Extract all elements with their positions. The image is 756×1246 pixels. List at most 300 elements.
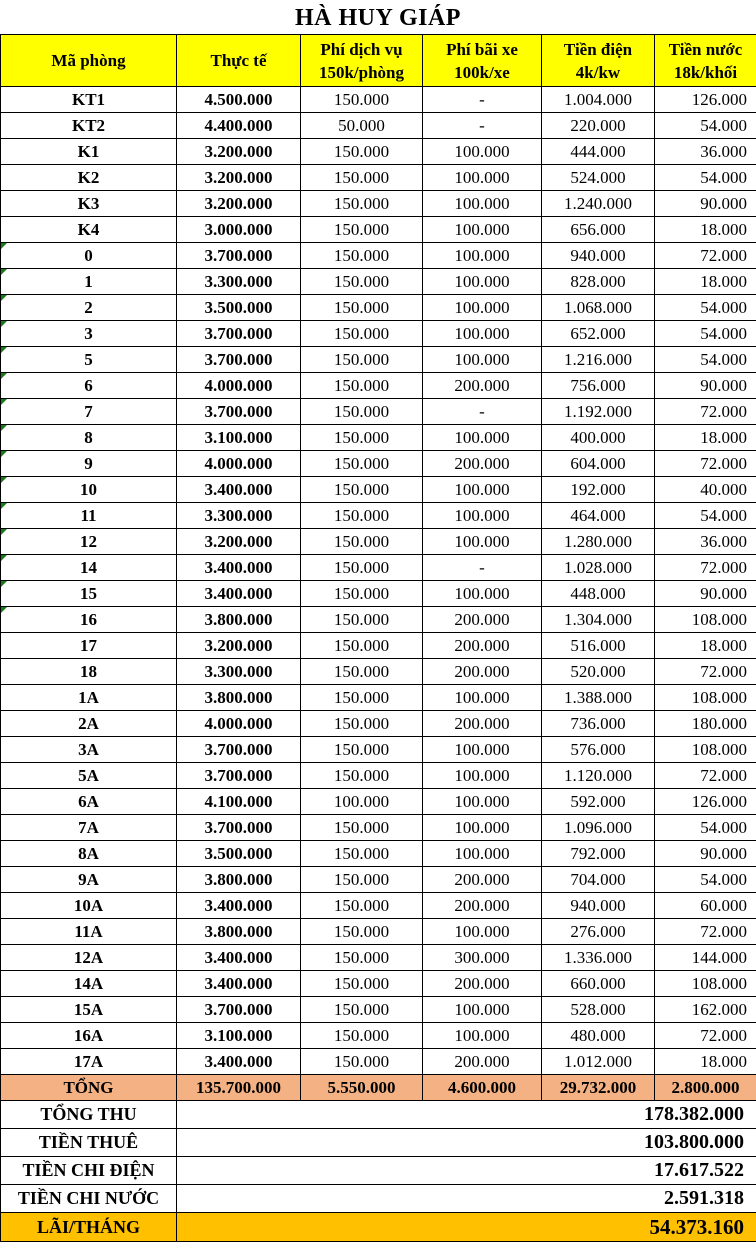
actual-rent-cell[interactable]: [177, 191, 301, 217]
service-fee-cell[interactable]: [301, 685, 423, 711]
water-cell[interactable]: [655, 581, 756, 607]
room-code-cell[interactable]: [1, 763, 177, 789]
water-cell[interactable]: [655, 919, 756, 945]
actual-rent-cell[interactable]: [177, 971, 301, 997]
cell-text: 3.100.000: [204, 1025, 273, 1045]
room-code-cell[interactable]: [1, 971, 177, 997]
water-cell[interactable]: [655, 217, 756, 243]
parking-fee-cell[interactable]: [423, 347, 542, 373]
cell-note-indicator-icon: [1, 555, 7, 561]
cell-text: 150.000: [333, 271, 390, 291]
actual-rent-cell[interactable]: [177, 867, 301, 893]
total-service-fee[interactable]: 5.550.000: [301, 1075, 423, 1101]
actual-rent-cell[interactable]: [177, 919, 301, 945]
room-code-cell[interactable]: [1, 321, 177, 347]
electricity-cell[interactable]: [542, 607, 655, 633]
actual-rent-cell[interactable]: [177, 607, 301, 633]
cell-text: 150.000: [333, 817, 390, 837]
summary-value[interactable]: 17.617.522: [177, 1157, 756, 1185]
service-fee-cell[interactable]: [301, 1049, 423, 1075]
room-code-cell[interactable]: [1, 87, 177, 113]
water-cell[interactable]: [655, 659, 756, 685]
parking-fee-cell[interactable]: [423, 425, 542, 451]
water-cell[interactable]: [655, 815, 756, 841]
service-fee-cell[interactable]: [301, 867, 423, 893]
room-code-cell[interactable]: [1, 685, 177, 711]
cell-text: 8: [84, 427, 93, 447]
actual-rent-cell[interactable]: [177, 477, 301, 503]
room-code-cell[interactable]: [1, 373, 177, 399]
actual-rent-cell[interactable]: [177, 581, 301, 607]
actual-rent-cell[interactable]: [177, 347, 301, 373]
cell-note-indicator-icon: [1, 373, 7, 379]
water-cell[interactable]: [655, 867, 756, 893]
summary-row-total-income: [1, 1101, 756, 1129]
total-label[interactable]: TỔNG: [1, 1075, 177, 1101]
water-cell[interactable]: [655, 139, 756, 165]
parking-fee-cell[interactable]: [423, 841, 542, 867]
cell-text: 72.000: [700, 557, 747, 577]
cell-text: 276.000: [570, 921, 626, 941]
electricity-cell[interactable]: [542, 529, 655, 555]
electricity-cell[interactable]: [542, 685, 655, 711]
parking-fee-cell[interactable]: [423, 867, 542, 893]
water-cell[interactable]: [655, 451, 756, 477]
cell-text: 520.000: [570, 661, 626, 681]
parking-fee-cell[interactable]: [423, 685, 542, 711]
service-fee-cell[interactable]: [301, 945, 423, 971]
actual-rent-cell[interactable]: [177, 737, 301, 763]
service-fee-cell[interactable]: [301, 893, 423, 919]
water-cell[interactable]: [655, 893, 756, 919]
room-code-cell[interactable]: [1, 815, 177, 841]
parking-fee-cell[interactable]: [423, 139, 542, 165]
parking-fee-cell[interactable]: [423, 1049, 542, 1075]
electricity-cell[interactable]: [542, 815, 655, 841]
parking-fee-cell[interactable]: [423, 555, 542, 581]
parking-fee-cell[interactable]: [423, 919, 542, 945]
cell-text: 3.500.000: [204, 297, 273, 317]
parking-fee-cell[interactable]: [423, 165, 542, 191]
electricity-cell[interactable]: [542, 1049, 655, 1075]
electricity-cell[interactable]: [542, 451, 655, 477]
water-cell[interactable]: [655, 737, 756, 763]
water-cell[interactable]: [655, 997, 756, 1023]
water-cell[interactable]: [655, 633, 756, 659]
profit-label[interactable]: LÃI/THÁNG: [1, 1213, 177, 1242]
parking-fee-cell[interactable]: [423, 893, 542, 919]
total-electricity[interactable]: 29.732.000: [542, 1075, 655, 1101]
service-fee-cell[interactable]: [301, 113, 423, 139]
actual-rent-cell[interactable]: [177, 555, 301, 581]
room-code-cell[interactable]: [1, 607, 177, 633]
actual-rent-cell[interactable]: [177, 165, 301, 191]
cell-text: 150.000: [333, 557, 390, 577]
cell-text: 3.200.000: [204, 141, 273, 161]
service-fee-cell[interactable]: [301, 1023, 423, 1049]
water-cell[interactable]: [655, 685, 756, 711]
water-cell[interactable]: [655, 321, 756, 347]
total-parking-fee[interactable]: 4.600.000: [423, 1075, 542, 1101]
parking-fee-cell[interactable]: [423, 633, 542, 659]
service-fee-cell[interactable]: [301, 815, 423, 841]
actual-rent-cell[interactable]: [177, 529, 301, 555]
service-fee-cell[interactable]: [301, 477, 423, 503]
cell-text: 150.000: [333, 687, 390, 707]
room-code-cell[interactable]: [1, 659, 177, 685]
cell-text: 126.000: [691, 89, 747, 109]
parking-fee-cell[interactable]: [423, 373, 542, 399]
water-cell[interactable]: [655, 165, 756, 191]
room-code-cell[interactable]: [1, 451, 177, 477]
room-code-cell[interactable]: [1, 789, 177, 815]
parking-fee-cell[interactable]: [423, 113, 542, 139]
room-code-cell[interactable]: [1, 347, 177, 373]
actual-rent-cell[interactable]: [177, 87, 301, 113]
parking-fee-cell[interactable]: [423, 581, 542, 607]
room-code-cell[interactable]: [1, 581, 177, 607]
header-parking-fee[interactable]: Phí bãi xe 100k/xe: [423, 35, 542, 87]
cell-text: 736.000: [570, 713, 626, 733]
cell-text: 54.000: [700, 349, 747, 369]
water-cell[interactable]: [655, 373, 756, 399]
electricity-cell[interactable]: [542, 1023, 655, 1049]
electricity-cell[interactable]: [542, 789, 655, 815]
water-cell[interactable]: [655, 295, 756, 321]
water-cell[interactable]: [655, 87, 756, 113]
electricity-cell[interactable]: [542, 737, 655, 763]
parking-fee-cell[interactable]: [423, 191, 542, 217]
cell-text: 150.000: [333, 765, 390, 785]
room-code-cell[interactable]: [1, 1023, 177, 1049]
electricity-cell[interactable]: [542, 555, 655, 581]
service-fee-cell[interactable]: [301, 607, 423, 633]
actual-rent-cell[interactable]: [177, 217, 301, 243]
actual-rent-cell[interactable]: [177, 113, 301, 139]
service-fee-cell[interactable]: [301, 321, 423, 347]
actual-rent-cell[interactable]: [177, 243, 301, 269]
parking-fee-cell[interactable]: [423, 529, 542, 555]
electricity-cell[interactable]: [542, 997, 655, 1023]
cell-text: 200.000: [454, 453, 510, 473]
summary-value[interactable]: 2.591.318: [177, 1185, 756, 1213]
cell-text: 18.000: [700, 219, 747, 239]
electricity-cell[interactable]: [542, 945, 655, 971]
parking-fee-cell[interactable]: [423, 971, 542, 997]
room-code-cell[interactable]: [1, 243, 177, 269]
room-code-cell[interactable]: [1, 893, 177, 919]
electricity-cell[interactable]: [542, 971, 655, 997]
cell-text: 1: [84, 271, 93, 291]
service-fee-cell[interactable]: [301, 87, 423, 113]
parking-fee-cell[interactable]: [423, 217, 542, 243]
service-fee-cell[interactable]: [301, 139, 423, 165]
summary-label[interactable]: TIỀN CHI NƯỚC: [1, 1185, 177, 1213]
electricity-cell[interactable]: [542, 659, 655, 685]
parking-fee-cell[interactable]: [423, 451, 542, 477]
water-cell[interactable]: [655, 711, 756, 737]
service-fee-cell[interactable]: [301, 503, 423, 529]
actual-rent-cell[interactable]: [177, 139, 301, 165]
electricity-cell[interactable]: [542, 191, 655, 217]
electricity-cell[interactable]: [542, 425, 655, 451]
electricity-cell[interactable]: [542, 893, 655, 919]
header-service-fee[interactable]: Phí dịch vụ 150k/phòng: [301, 35, 423, 87]
cell-text: 192.000: [570, 479, 626, 499]
table-row: [1, 321, 756, 347]
actual-rent-cell[interactable]: [177, 633, 301, 659]
service-fee-cell[interactable]: [301, 971, 423, 997]
electricity-cell[interactable]: [542, 347, 655, 373]
electricity-cell[interactable]: [542, 841, 655, 867]
room-code-cell[interactable]: [1, 139, 177, 165]
room-code-cell[interactable]: [1, 191, 177, 217]
cell-text: 4.100.000: [204, 791, 273, 811]
cell-text: 200.000: [454, 375, 510, 395]
actual-rent-cell[interactable]: [177, 945, 301, 971]
parking-fee-cell[interactable]: [423, 737, 542, 763]
header-electricity[interactable]: Tiền điện 4k/kw: [542, 35, 655, 87]
cell-text: 792.000: [570, 843, 626, 863]
service-fee-cell[interactable]: [301, 243, 423, 269]
summary-label[interactable]: TIỀN THUÊ: [1, 1129, 177, 1157]
cell-text: 3.300.000: [204, 271, 273, 291]
summary-label[interactable]: TỔNG THU: [1, 1101, 177, 1129]
room-code-cell[interactable]: [1, 555, 177, 581]
cell-text: 2A: [78, 713, 99, 733]
electricity-cell[interactable]: [542, 763, 655, 789]
summary-label[interactable]: TIỀN CHI ĐIỆN: [1, 1157, 177, 1185]
electricity-cell[interactable]: [542, 503, 655, 529]
service-fee-cell[interactable]: [301, 191, 423, 217]
actual-rent-cell[interactable]: [177, 451, 301, 477]
actual-rent-cell[interactable]: [177, 763, 301, 789]
actual-rent-cell[interactable]: [177, 503, 301, 529]
room-code-cell[interactable]: [1, 269, 177, 295]
cell-text: 1.280.000: [564, 531, 632, 551]
actual-rent-cell[interactable]: [177, 997, 301, 1023]
electricity-cell[interactable]: [542, 295, 655, 321]
cell-text: 36.000: [700, 531, 747, 551]
electricity-cell[interactable]: [542, 321, 655, 347]
actual-rent-cell[interactable]: [177, 1023, 301, 1049]
water-cell[interactable]: [655, 113, 756, 139]
service-fee-cell[interactable]: [301, 633, 423, 659]
room-code-cell[interactable]: [1, 919, 177, 945]
room-code-cell[interactable]: [1, 425, 177, 451]
parking-fee-cell[interactable]: [423, 399, 542, 425]
parking-fee-cell[interactable]: [423, 269, 542, 295]
water-cell[interactable]: [655, 789, 756, 815]
water-cell[interactable]: [655, 555, 756, 581]
room-code-cell[interactable]: [1, 113, 177, 139]
water-cell[interactable]: [655, 607, 756, 633]
parking-fee-cell[interactable]: [423, 503, 542, 529]
water-cell[interactable]: [655, 763, 756, 789]
total-water[interactable]: 2.800.000: [655, 1075, 756, 1101]
actual-rent-cell[interactable]: [177, 841, 301, 867]
cell-text: 7A: [78, 817, 99, 837]
electricity-cell[interactable]: [542, 217, 655, 243]
actual-rent-cell[interactable]: [177, 815, 301, 841]
electricity-cell[interactable]: [542, 919, 655, 945]
service-fee-cell[interactable]: [301, 581, 423, 607]
water-cell[interactable]: [655, 243, 756, 269]
service-fee-cell[interactable]: [301, 711, 423, 737]
header-water[interactable]: Tiền nước 18k/khối: [655, 35, 756, 87]
header-actual-rent[interactable]: Thực tế: [177, 35, 301, 87]
actual-rent-cell[interactable]: [177, 399, 301, 425]
cell-text: 10: [80, 479, 97, 499]
room-code-cell[interactable]: [1, 867, 177, 893]
water-cell[interactable]: [655, 971, 756, 997]
service-fee-cell[interactable]: [301, 425, 423, 451]
cell-text: 656.000: [570, 219, 626, 239]
electricity-cell[interactable]: [542, 165, 655, 191]
actual-rent-cell[interactable]: [177, 789, 301, 815]
room-code-cell[interactable]: [1, 503, 177, 529]
water-cell[interactable]: [655, 425, 756, 451]
parking-fee-cell[interactable]: [423, 295, 542, 321]
actual-rent-cell[interactable]: [177, 295, 301, 321]
cell-text: 652.000: [570, 323, 626, 343]
electricity-cell[interactable]: [542, 581, 655, 607]
room-code-cell[interactable]: [1, 1049, 177, 1075]
service-fee-cell[interactable]: [301, 451, 423, 477]
parking-fee-cell[interactable]: [423, 659, 542, 685]
electricity-cell[interactable]: [542, 711, 655, 737]
room-code-cell[interactable]: [1, 633, 177, 659]
service-fee-cell[interactable]: [301, 217, 423, 243]
summary-value[interactable]: 103.800.000: [177, 1129, 756, 1157]
cell-text: 3.700.000: [204, 817, 273, 837]
room-code-cell[interactable]: [1, 997, 177, 1023]
cell-text: 1.216.000: [564, 349, 632, 369]
electricity-cell[interactable]: [542, 139, 655, 165]
service-fee-cell[interactable]: [301, 295, 423, 321]
cell-text: 150.000: [333, 323, 390, 343]
water-cell[interactable]: [655, 841, 756, 867]
room-code-cell[interactable]: [1, 841, 177, 867]
parking-fee-cell[interactable]: [423, 477, 542, 503]
actual-rent-cell[interactable]: [177, 1049, 301, 1075]
water-cell[interactable]: [655, 269, 756, 295]
actual-rent-cell[interactable]: [177, 711, 301, 737]
room-code-cell[interactable]: [1, 399, 177, 425]
electricity-cell[interactable]: [542, 243, 655, 269]
actual-rent-cell[interactable]: [177, 269, 301, 295]
service-fee-cell[interactable]: [301, 841, 423, 867]
service-fee-cell[interactable]: [301, 919, 423, 945]
service-fee-cell[interactable]: [301, 529, 423, 555]
cell-text: -: [479, 557, 485, 577]
water-cell[interactable]: [655, 399, 756, 425]
electricity-cell[interactable]: [542, 373, 655, 399]
summary-row-water-cost: [1, 1185, 756, 1213]
service-fee-cell[interactable]: [301, 373, 423, 399]
room-code-cell[interactable]: [1, 945, 177, 971]
room-code-cell[interactable]: [1, 295, 177, 321]
water-cell[interactable]: [655, 477, 756, 503]
parking-fee-cell[interactable]: [423, 711, 542, 737]
actual-rent-cell[interactable]: [177, 659, 301, 685]
service-fee-cell[interactable]: [301, 997, 423, 1023]
actual-rent-cell[interactable]: [177, 685, 301, 711]
room-code-cell[interactable]: [1, 165, 177, 191]
service-fee-cell[interactable]: [301, 399, 423, 425]
cell-text: 150.000: [333, 1025, 390, 1045]
cell-note-indicator-icon: [1, 269, 7, 275]
electricity-cell[interactable]: [542, 633, 655, 659]
electricity-cell[interactable]: [542, 867, 655, 893]
room-code-cell[interactable]: [1, 711, 177, 737]
parking-fee-cell[interactable]: [423, 243, 542, 269]
actual-rent-cell[interactable]: [177, 893, 301, 919]
actual-rent-cell[interactable]: [177, 373, 301, 399]
electricity-cell[interactable]: [542, 477, 655, 503]
cell-text: 3.200.000: [204, 635, 273, 655]
water-cell[interactable]: [655, 1049, 756, 1075]
service-fee-cell[interactable]: [301, 555, 423, 581]
electricity-cell[interactable]: [542, 399, 655, 425]
water-cell[interactable]: [655, 347, 756, 373]
parking-fee-cell[interactable]: [423, 87, 542, 113]
water-cell[interactable]: [655, 529, 756, 555]
service-fee-cell[interactable]: [301, 165, 423, 191]
parking-fee-cell[interactable]: [423, 789, 542, 815]
cell-text: 150.000: [333, 531, 390, 551]
room-code-cell[interactable]: [1, 477, 177, 503]
electricity-cell[interactable]: [542, 113, 655, 139]
parking-fee-cell[interactable]: [423, 815, 542, 841]
room-code-cell[interactable]: [1, 217, 177, 243]
total-actual-rent[interactable]: 135.700.000: [177, 1075, 301, 1101]
parking-fee-cell[interactable]: [423, 763, 542, 789]
parking-fee-cell[interactable]: [423, 321, 542, 347]
water-cell[interactable]: [655, 1023, 756, 1049]
room-code-cell[interactable]: [1, 529, 177, 555]
table-row: [1, 789, 756, 815]
parking-fee-cell[interactable]: [423, 945, 542, 971]
parking-fee-cell[interactable]: [423, 997, 542, 1023]
cell-note-indicator-icon: [1, 425, 7, 431]
table-row: [1, 295, 756, 321]
cell-text: 12A: [73, 947, 104, 967]
service-fee-cell[interactable]: [301, 347, 423, 373]
service-fee-cell[interactable]: [301, 659, 423, 685]
water-cell[interactable]: [655, 945, 756, 971]
cell-note-indicator-icon: [1, 321, 7, 327]
service-fee-cell[interactable]: [301, 269, 423, 295]
table-row: [1, 581, 756, 607]
profit-value[interactable]: 54.373.160: [177, 1213, 756, 1242]
parking-fee-cell[interactable]: [423, 607, 542, 633]
service-fee-cell[interactable]: [301, 737, 423, 763]
cell-text: 150.000: [333, 609, 390, 629]
header-room-code[interactable]: Mã phòng: [1, 35, 177, 87]
water-cell[interactable]: [655, 191, 756, 217]
service-fee-cell[interactable]: [301, 789, 423, 815]
water-cell[interactable]: [655, 503, 756, 529]
electricity-cell[interactable]: [542, 87, 655, 113]
service-fee-cell[interactable]: [301, 763, 423, 789]
summary-value[interactable]: 178.382.000: [177, 1101, 756, 1129]
electricity-cell[interactable]: [542, 269, 655, 295]
actual-rent-cell[interactable]: [177, 321, 301, 347]
actual-rent-cell[interactable]: [177, 425, 301, 451]
room-code-cell[interactable]: [1, 737, 177, 763]
parking-fee-cell[interactable]: [423, 1023, 542, 1049]
